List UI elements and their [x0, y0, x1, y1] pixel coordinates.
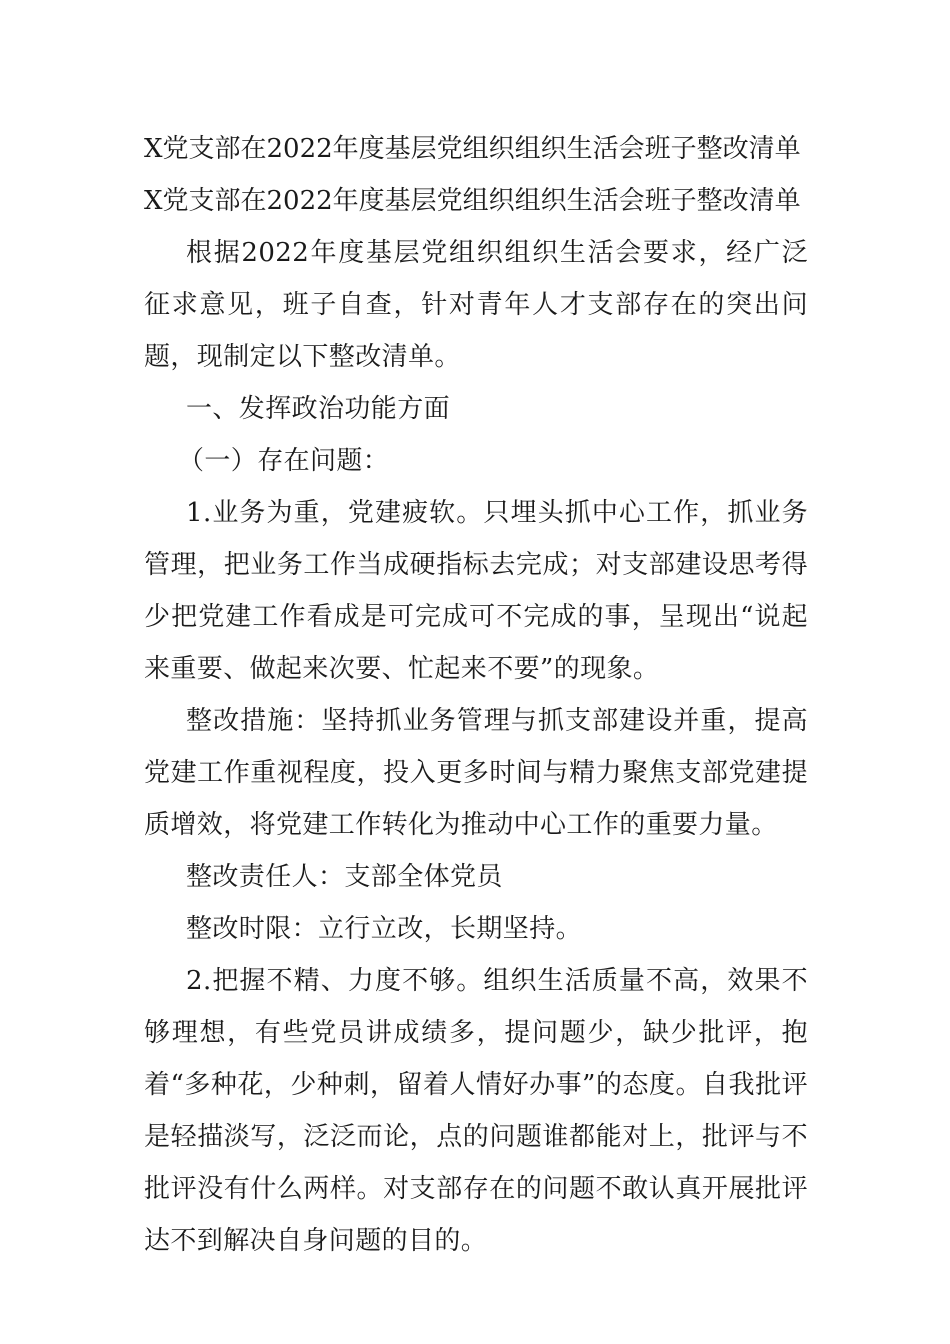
document-body	[144, 123, 808, 1267]
issue-1-deadline-line: 整改时限：立行立改，长期坚持。	[186, 914, 583, 944]
intro-paragraph: 根据2022年度基层党组织组织生活会要求，经广泛征求意见，班子自查，针对青年人才支部存在的突出问题，现制定以下整改清单。	[144, 238, 808, 372]
document-title-line-1: X党支部在2022年度基层党组织组织生活会班子整改清单	[144, 134, 801, 164]
issue-1-paragraph: 1.业务为重，党建疲软。只埋头抓中心工作，抓业务管理，把业务工作当成硬指标去完成；对支部建设思考得少把党建工作看成是可完成可不完成的事，呈现出“说起来重要、做起来次要、忙起来不要”的现象。	[144, 498, 808, 684]
issue-2-paragraph: 2.把握不精、力度不够。组织生活质量不高，效果不够理想，有些党员讲成绩多，提问题少，缺少批评，抱着“多种花，少种刺，留着人情好办事”的态度。自我批评是轻描淡写，泛泛而论，点的问题谁都能对上，批评与不批评没有什么两样。对支部存在的问题不敢认真开展批评达不到解决自身问题的目的。	[144, 966, 808, 1256]
document-title-line-2: X党支部在2022年度基层党组织组织生活会班子整改清单	[144, 186, 801, 216]
section-heading-political-function: 一、发挥政治功能方面	[186, 394, 451, 424]
subsection-heading-existing-problems: （一）存在问题：	[178, 446, 390, 476]
issue-1-measures-paragraph: 整改措施：坚持抓业务管理与抓支部建设并重，提高党建工作重视程度，投入更多时间与精力聚焦支部党建提质增效，将党建工作转化为推动中心工作的重要力量。	[144, 706, 808, 840]
issue-1-responsible-line: 整改责任人：支部全体党员	[186, 862, 503, 892]
